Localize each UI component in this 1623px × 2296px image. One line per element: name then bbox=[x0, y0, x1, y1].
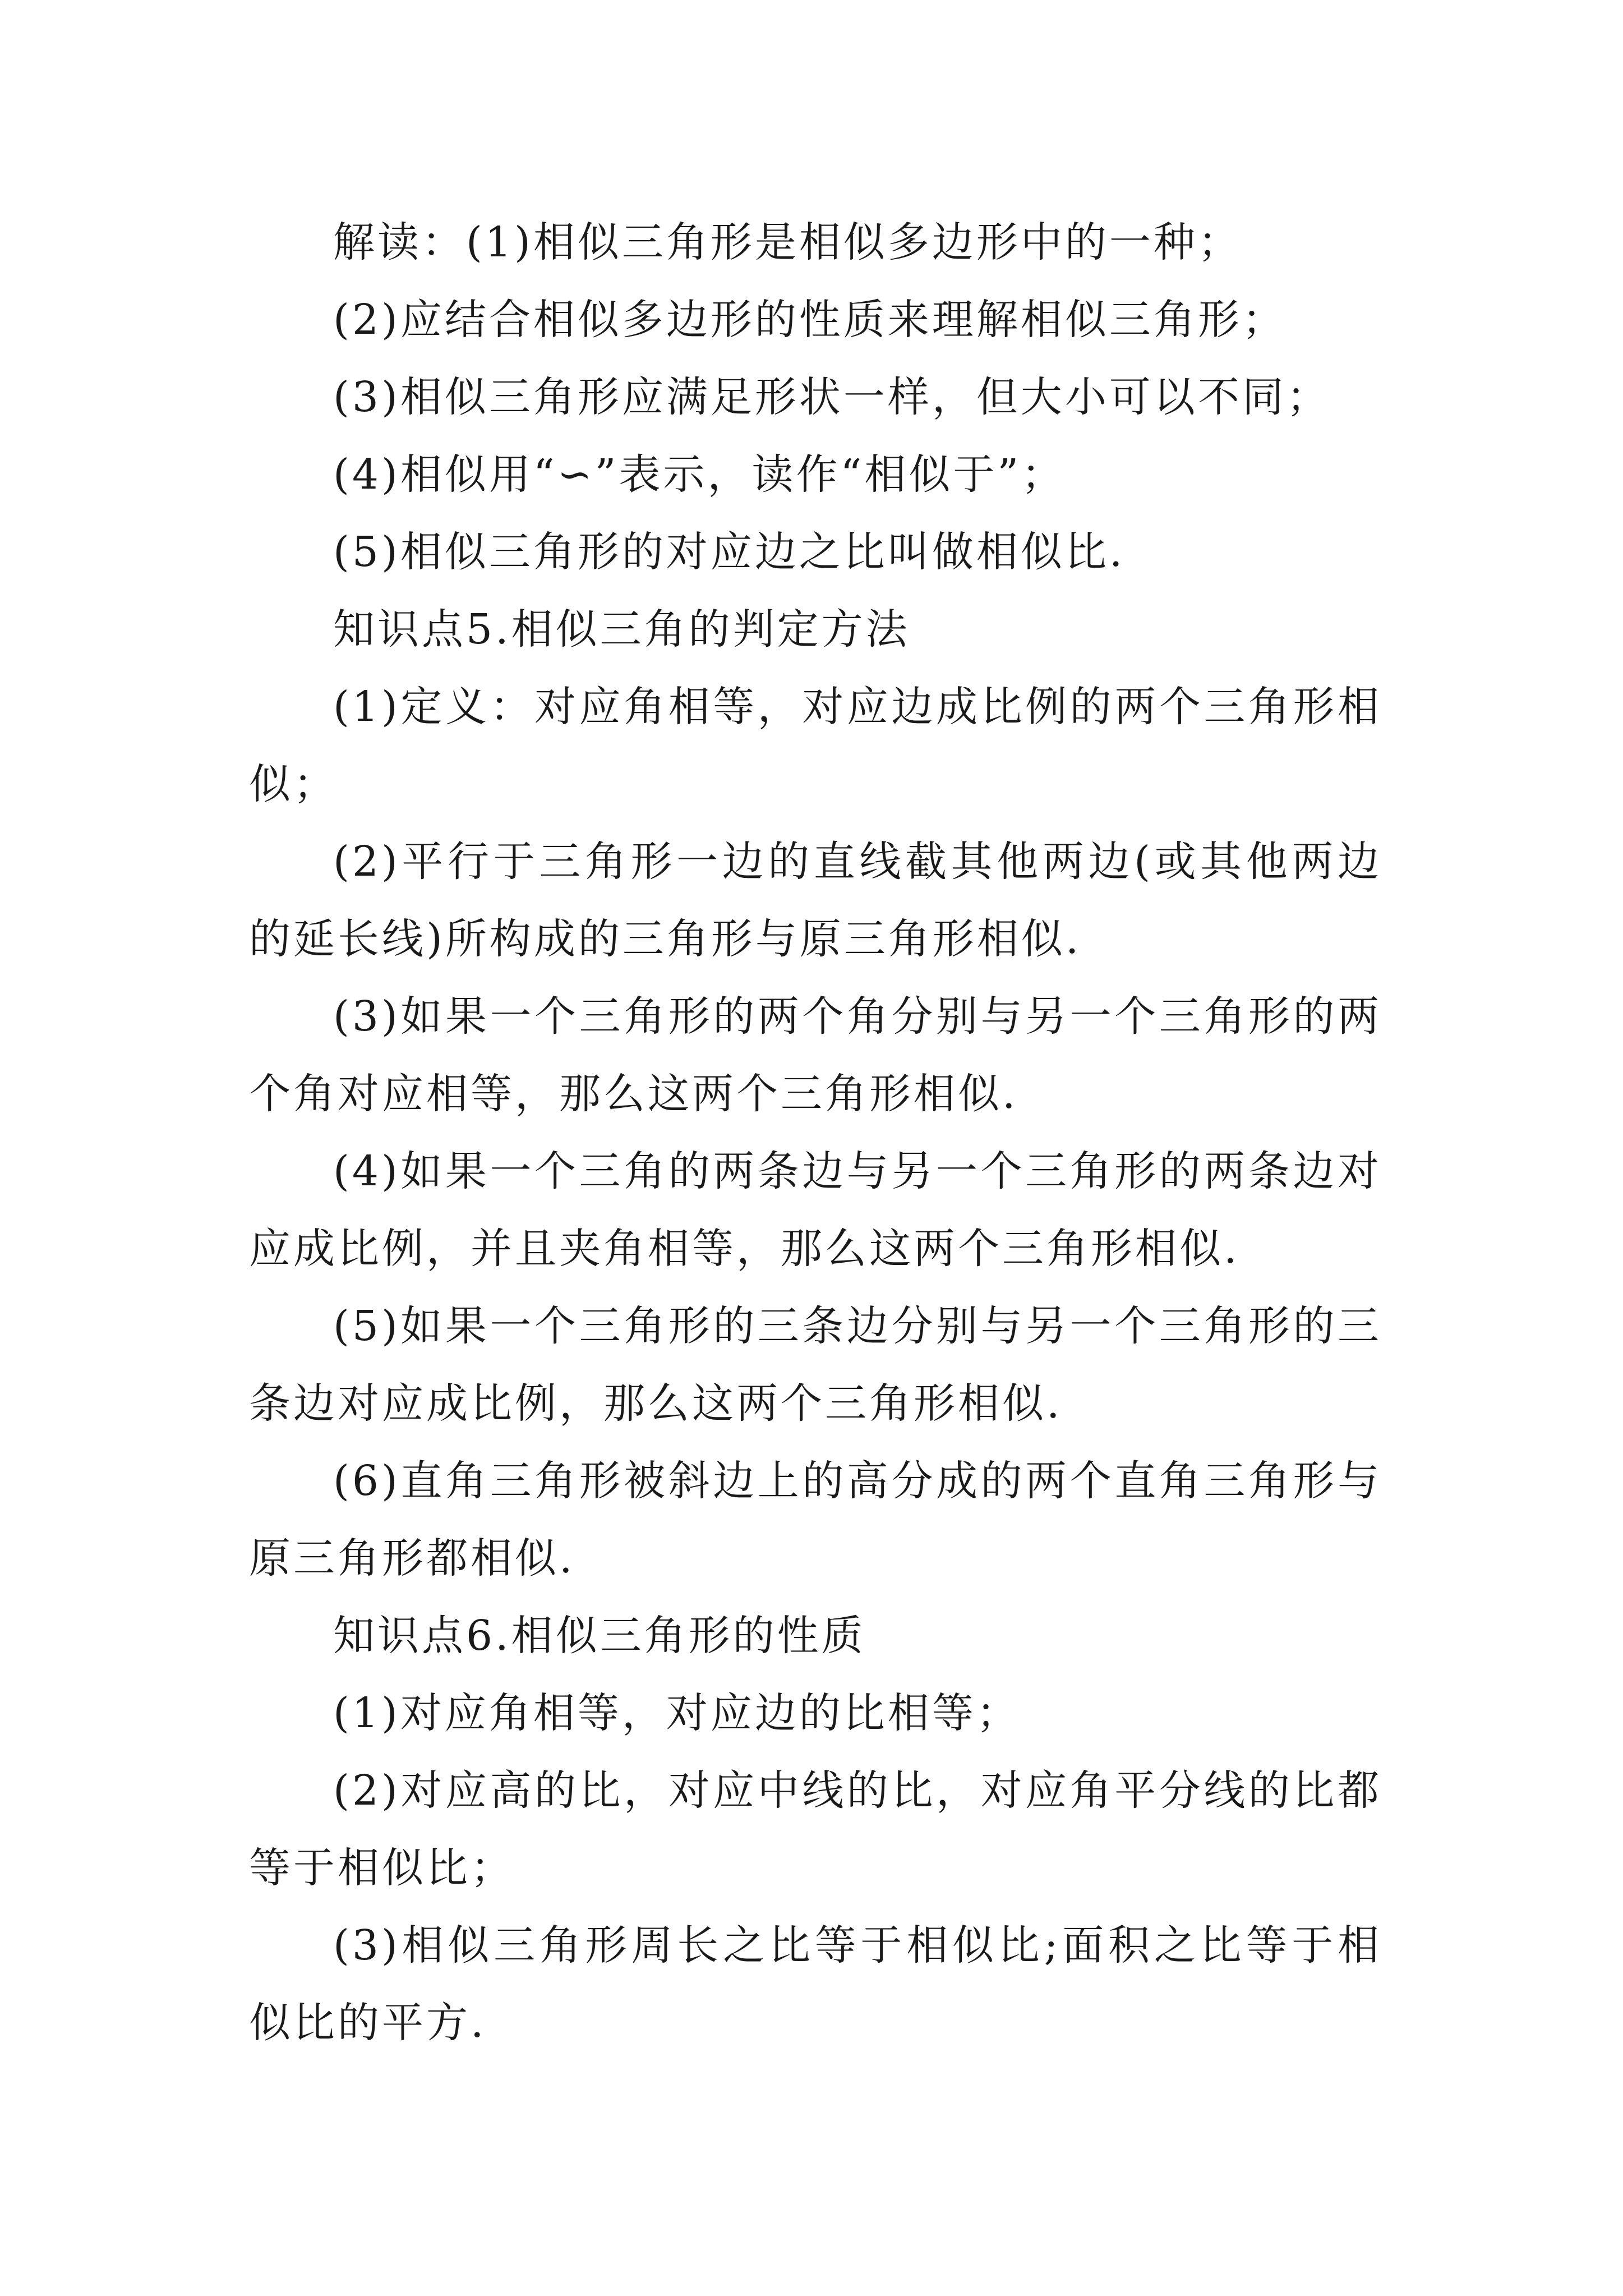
paragraph-interpretation-intro: 解读：(1)相似三角形是相似多边形中的一种； bbox=[333, 218, 1242, 266]
paragraph-property-1: (1)对应角相等，对应边的比相等； bbox=[333, 1689, 1021, 1737]
paragraph-criterion-4: (4)如果一个三角的两条边与另一个三角形的两条边对应成比例，并且夹角相等，那么这两个三角形相似. bbox=[249, 1147, 1382, 1273]
paragraph-criterion-1: (1)定义：对应角相等，对应边成比例的两个三角形相似； bbox=[249, 683, 1382, 808]
paragraph-criterion-5: (5)如果一个三角形的三条边分别与另一个三角形的三条边对应成比例，那么这两个三角形相似. bbox=[249, 1302, 1382, 1428]
paragraph-interpretation-item-4: (4)相似用“∽”表示，读作“相似于”； bbox=[333, 450, 1066, 499]
section-heading-knowledge-point-6: 知识点6.相似三角形的性质 bbox=[333, 1612, 866, 1660]
paragraph-interpretation-item-3: (3)相似三角形应满足形状一样，但大小可以不同； bbox=[333, 373, 1331, 421]
paragraph-property-2: (2)对应高的比，对应中线的比，对应角平分线的比都等于相似比； bbox=[249, 1766, 1382, 1892]
paragraph-criterion-6: (6)直角三角形被斜边上的高分成的两个直角三角形与原三角形都相似. bbox=[249, 1457, 1382, 1582]
paragraph-interpretation-item-2: (2)应结合相似多边形的性质来理解相似三角形； bbox=[333, 296, 1287, 344]
section-heading-knowledge-point-5: 知识点5.相似三角的判定方法 bbox=[333, 605, 910, 654]
paragraph-criterion-2: (2)平行于三角形一边的直线截其他两边(或其他两边的延长线)所构成的三角形与原三角形相似. bbox=[249, 838, 1382, 963]
paragraph-criterion-3: (3)如果一个三角形的两个角分别与另一个三角形的两个角对应相等，那么这两个三角形相似. bbox=[249, 992, 1382, 1118]
document-body bbox=[249, 204, 1382, 2062]
paragraph-property-3: (3)相似三角形周长之比等于相似比;面积之比等于相似比的平方. bbox=[249, 1921, 1382, 2047]
paragraph-interpretation-item-5: (5)相似三角形的对应边之比叫做相似比. bbox=[333, 528, 1126, 576]
